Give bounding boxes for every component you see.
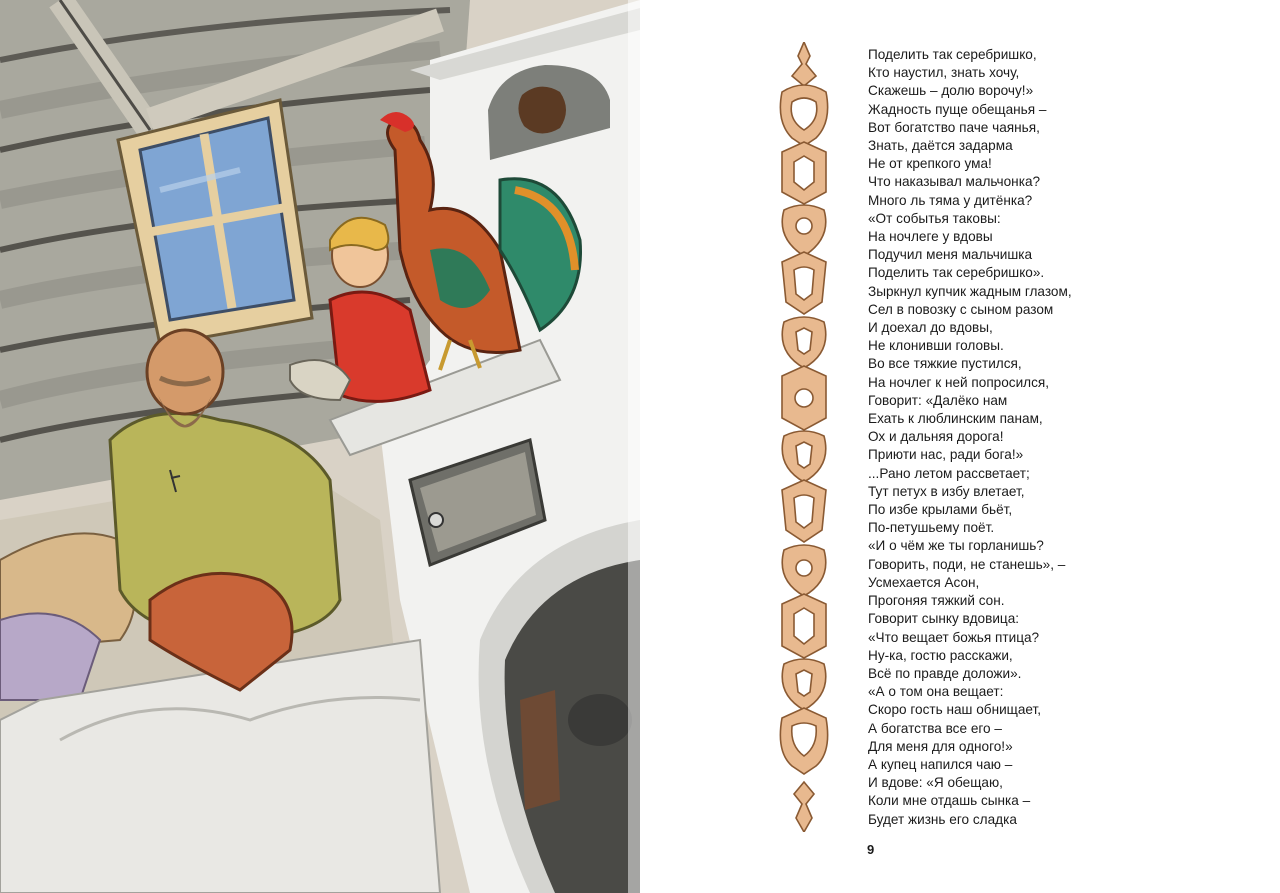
verse-line: Говорит сынку вдовица: [868, 611, 1020, 627]
verse-line: Сел в повозку с сыном разом [868, 301, 1054, 317]
verse-line: По-петушьему поёт. [868, 520, 995, 536]
verse-line: ...Рано летом рассветает; [868, 465, 1030, 481]
verse-line: Кто наустил, знать хочу, [868, 65, 1020, 81]
verse-line: Не от крепкого ума! [868, 156, 992, 172]
verse-line: Что наказывал мальчонка? [868, 174, 1041, 190]
verse-line: Прогоняя тяжкий сон. [868, 593, 1005, 609]
verse-line: Жадность пуще обещанья – [868, 101, 1047, 117]
verse-text [868, 46, 1268, 829]
verse-line: «И о чём же ты горланишь? [868, 538, 1044, 554]
text-page [640, 0, 1280, 893]
verse-line: И доехал до вдовы, [868, 320, 993, 336]
verse-line: Будет жизнь его сладка [868, 811, 1017, 827]
verse-line: Тут петух в избу влетает, [868, 483, 1025, 499]
verse-line: Скоро гость наш обнищает, [868, 702, 1042, 718]
verse-line: Для меня для одного!» [868, 738, 1013, 754]
verse-line: Во все тяжкие пустился, [868, 356, 1022, 372]
verse-line: Знать, даётся задарма [868, 138, 1013, 154]
carved-ornament-border [776, 42, 832, 832]
verse-line: «Что вещает божья птица? [868, 629, 1040, 645]
verse-line: «А о том она вещает: [868, 684, 1004, 700]
verse-line: Всё по правде доложи». [868, 665, 1022, 681]
verse-line: Поделить так серебришко, [868, 47, 1037, 62]
verse-line: Говорить, поди, не станешь», – [868, 556, 1066, 572]
verse-line: Зыркнул купчик жадным глазом, [868, 283, 1072, 299]
verse-line: Ох и дальняя дорога! [868, 429, 1004, 445]
verse-line: Коли мне отдашь сынка – [868, 793, 1031, 809]
verse-line: Усмехается Асон, [868, 574, 980, 590]
verse-line: Приюти нас, ради бога!» [868, 447, 1024, 463]
verse-line: Не клонивши головы. [868, 338, 1004, 354]
verse-line: Ну-ка, гостю расскажи, [868, 647, 1013, 663]
verse-line: На ночлеге у вдовы [868, 229, 993, 245]
verse-line: А богатства все его – [868, 720, 1002, 736]
verse-line: «От событья таковы: [868, 210, 1001, 226]
verse-line: Подучил меня мальчишка [868, 247, 1033, 263]
verse-line: Скажешь – долю ворочу!» [868, 83, 1034, 99]
verse-line: И вдове: «Я обещаю, [868, 775, 1003, 791]
verse-line: Говорит: «Далёко нам [868, 392, 1008, 408]
verse-line: Поделить так серебришко». [868, 265, 1045, 281]
verse-line: А купец напился чаю – [868, 756, 1013, 772]
verse-line: Ехать к люблинским панам, [868, 411, 1043, 427]
verse-line: Много ль тяма у дитёнка? [868, 192, 1033, 208]
page-number: 9 [867, 842, 875, 857]
verse-line: На ночлег к ней попросился, [868, 374, 1050, 390]
verse-line: Вот богатство паче чаянья, [868, 119, 1040, 135]
verse-line: По избе крылами бьёт, [868, 502, 1013, 518]
